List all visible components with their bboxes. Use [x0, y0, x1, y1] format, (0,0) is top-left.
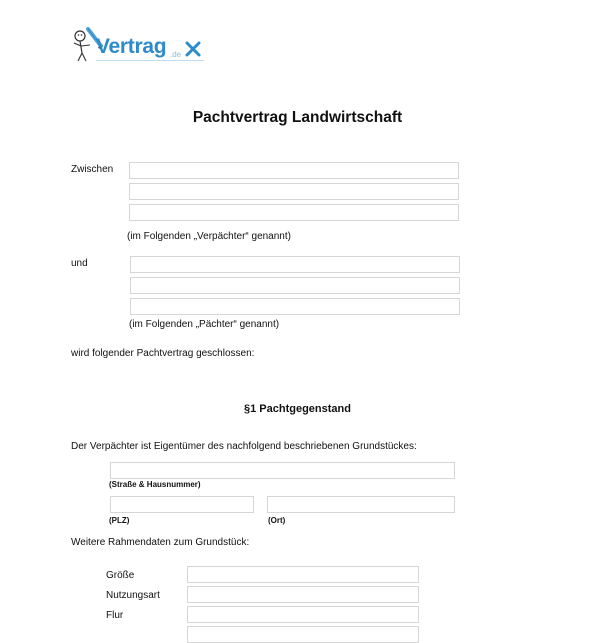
city-label: (Ort): [268, 516, 286, 525]
additional-field[interactable]: [187, 626, 419, 643]
zip-label: (PLZ): [109, 516, 130, 525]
street-label: (Straße & Hausnummer): [109, 480, 201, 489]
street-field[interactable]: [110, 462, 455, 479]
lessee-name-field[interactable]: [130, 256, 460, 273]
lessor-city-field[interactable]: [129, 204, 459, 221]
section-1-heading: §1 Pachtgegenstand: [244, 403, 351, 415]
lessee-city-field[interactable]: [130, 298, 460, 315]
lessor-name-field[interactable]: [129, 162, 459, 179]
zip-field[interactable]: [110, 496, 254, 513]
lessor-note: (im Folgenden „Verpächter“ genannt): [127, 231, 291, 242]
logo-x-mark-icon: [184, 40, 202, 58]
section-1-intro: Der Verpächter ist Eigentümer des nachfolgend beschriebenen Grundstückes:: [71, 441, 417, 452]
between-label: Zwischen: [71, 164, 114, 175]
logo-domain-text: .de: [170, 50, 182, 59]
logo-brand-text: Vertrag: [96, 35, 167, 58]
parcel-field[interactable]: [187, 606, 419, 623]
lessee-street-field[interactable]: [130, 277, 460, 294]
parcel-row-label: Flur: [106, 610, 124, 621]
logo: [70, 26, 210, 64]
framework-intro: Weitere Rahmendaten zum Grundstück:: [71, 537, 250, 548]
document-title: Pachtvertrag Landwirtschaft: [192, 109, 403, 126]
logo-underline: [96, 60, 204, 61]
usage-type-field[interactable]: [187, 586, 419, 603]
usage-type-row-label: Nutzungsart: [106, 590, 160, 601]
lessee-note: (im Folgenden „Pächter“ genannt): [129, 319, 280, 330]
size-field[interactable]: [187, 566, 419, 583]
lessor-street-field[interactable]: [129, 183, 459, 200]
city-field[interactable]: [267, 496, 455, 513]
size-row-label: Größe: [106, 570, 135, 581]
and-label: und: [71, 258, 88, 269]
conclusion-text: wird folgender Pachtvertrag geschlossen:: [71, 348, 255, 359]
